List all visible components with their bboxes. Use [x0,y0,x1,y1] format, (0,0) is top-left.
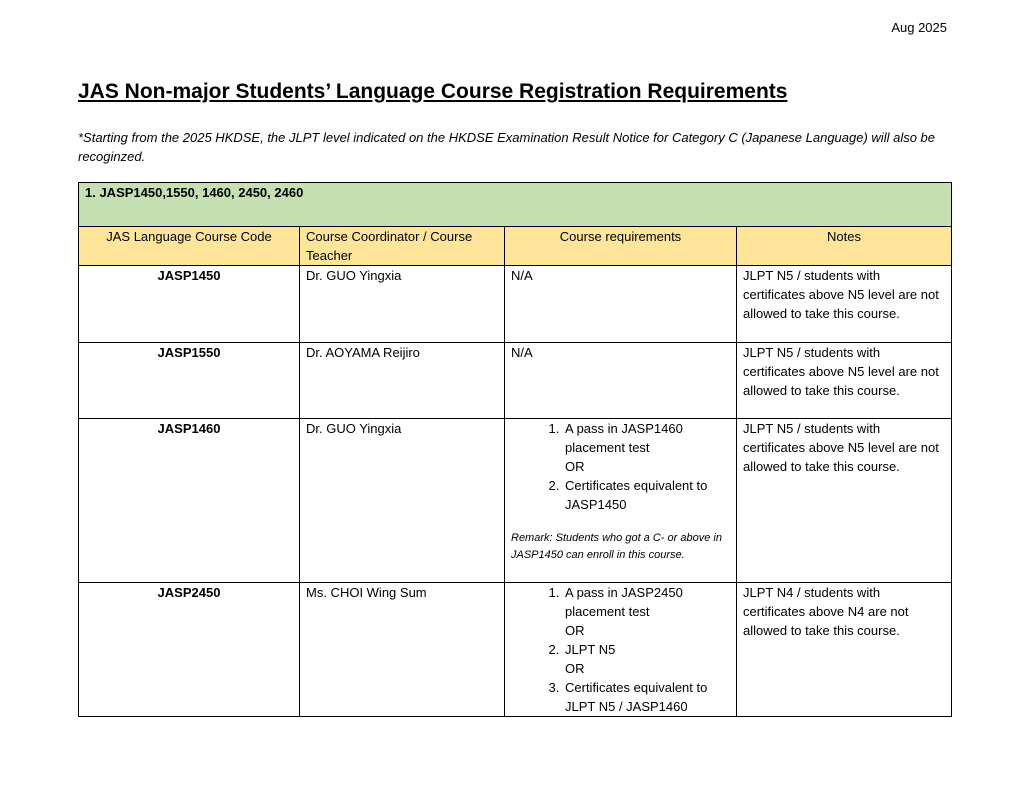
table-row [79,419,952,583]
requirement-text: JLPT N5 [565,642,616,657]
column-header-code: JAS Language Course Code [79,227,300,266]
course-requirements [505,583,737,717]
requirements-table [78,182,952,717]
course-coordinator: Ms. CHOI Wing Sum [300,583,505,717]
course-coordinator: Dr. AOYAMA Reijiro [300,343,505,419]
requirement-text: A pass in JASP2450 placement test [565,585,683,619]
requirement-or: OR [565,661,585,676]
column-header-coordinator: Course Coordinator / Course Teacher [300,227,505,266]
requirement-item [563,419,730,476]
course-coordinator: Dr. GUO Yingxia [300,419,505,583]
requirement-list [511,419,730,514]
requirement-item [563,678,730,716]
course-requirements: N/A [505,266,737,343]
table-row [79,266,952,343]
course-notes: JLPT N5 / students with certificates above N5 level are not allowed to take this course. [737,343,952,419]
course-code: JASP1460 [79,419,300,583]
requirement-item [563,640,730,678]
requirement-item [563,476,730,514]
section-title: 1. JASP1450,1550, 1460, 2450, 2460 [79,183,952,227]
hkdse-note: *Starting from the 2025 HKDSE, the JLPT level indicated on the HKDSE Examination Result Notice for Category C (Japanese Language) will also be recoginzed. [78,130,936,164]
course-requirements [505,419,737,583]
requirement-list [511,583,730,716]
course-coordinator: Dr. GUO Yingxia [300,266,505,343]
requirement-item [563,583,730,640]
requirement-text: A pass in JASP1460 placement test [565,421,683,455]
table-row [79,343,952,419]
course-code: JASP1450 [79,266,300,343]
column-header-requirements: Course requirements [505,227,737,266]
document-date: Aug 2025 [891,20,947,35]
column-header-notes: Notes [737,227,952,266]
course-notes: JLPT N4 / students with certificates above N4 are not allowed to take this course. [737,583,952,717]
requirement-or: OR [565,459,585,474]
course-code: JASP1550 [79,343,300,419]
table-row [79,583,952,717]
requirement-remark: Remark: Students who got a C- or above in JASP1450 can enroll in this course. [511,532,722,561]
course-requirements: N/A [505,343,737,419]
requirement-text: Certificates equivalent to JLPT N5 / JASP1460 [565,680,708,714]
requirement-or: OR [565,623,585,638]
page-title: JAS Non-major Students’ Language Course Registration Requirements [78,80,788,103]
column-header-row [79,227,952,266]
course-notes: JLPT N5 / students with certificates above N5 level are not allowed to take this course. [737,266,952,343]
course-code: JASP2450 [79,583,300,717]
section-header-row [79,183,952,227]
requirement-text: Certificates equivalent to JASP1450 [565,478,708,512]
course-notes: JLPT N5 / students with certificates above N5 level are not allowed to take this course. [737,419,952,583]
